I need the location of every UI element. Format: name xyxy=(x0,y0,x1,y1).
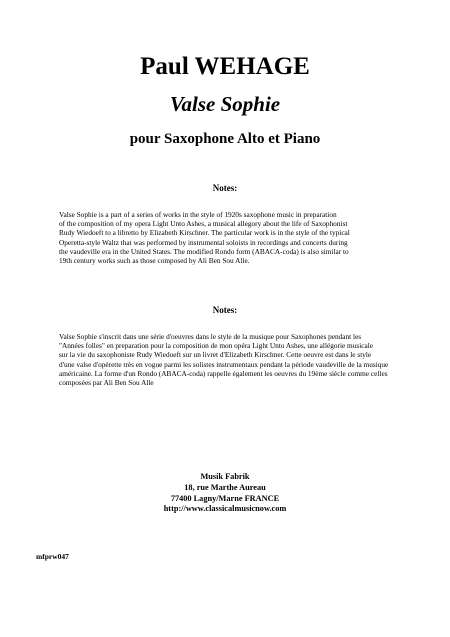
publisher-block xyxy=(0,472,450,515)
notes-line: Operetta-style Waltz that was performed by instrumental soloists in recordings and concerts during xyxy=(59,237,348,247)
work-title: Valse Sophie xyxy=(169,92,281,116)
composer-name: Paul WEHAGE xyxy=(140,53,310,80)
catalog-number: mfprw047 xyxy=(36,552,69,561)
instrumentation-subtitle: pour Saxophone Alto et Piano xyxy=(129,131,321,147)
notes-line: sur la vie du saxophoniste Rudy Wiedoeft sur un livret d'Elizabeth Kirschner. Cette oeuvre est dans le style xyxy=(59,350,372,360)
publisher-name: Musik Fabrik xyxy=(200,472,250,481)
notes-line: Valse Sophie is a part of a series of works in the style of 1920s saxophone music in preparation xyxy=(59,210,337,219)
notes-line: d'une valse d'opérette très en vogue parmi les solistes instrumentaux pendant la période vaudeville de la musique xyxy=(59,359,389,369)
publisher-street: 18, rue Marthe Aureau xyxy=(184,482,266,492)
notes-line: of the composition of my opera Light Unto Ashes, a musical allegory about the life of Saxophonist xyxy=(59,219,348,229)
notes-paragraph-english xyxy=(59,210,409,265)
notes-line: "Années folles" en preparation pour la composition de mon opéra Light Unto Ashes, une allégorie musicale xyxy=(59,341,373,351)
notes-line: 19th century works such as those composed by Ali Ben Sou Alle. xyxy=(59,256,250,266)
notes-line: composées par Ali Ben Sou Alle xyxy=(59,378,154,388)
notes-line: Rudy Wiedoeft to a libretto by Elizabeth Kirschner. The particular work is in the style of the typical xyxy=(59,228,350,238)
notes-line: the vaudeville era in the United States. The modified Rondo form (ABACA-coda) is also similar to xyxy=(59,246,349,256)
publisher-website-link[interactable]: http://www.classicalmusicnow.com xyxy=(163,504,287,514)
notes-heading-french: Notes: xyxy=(212,305,238,315)
notes-line: Valse Sophie s'inscrit dans une série d'oeuvres dans le style de la musique pour Saxophones pendant les xyxy=(59,332,362,341)
notes-line: américaine. La forme d'un Rondo (ABACA-coda) rappelle également les oeuvres du 19ème siècle comme celles xyxy=(59,368,388,378)
notes-heading-english: Notes: xyxy=(212,183,238,193)
publisher-city: 77400 Lagny/Marne FRANCE xyxy=(170,493,280,503)
notes-paragraph-french xyxy=(59,332,409,387)
